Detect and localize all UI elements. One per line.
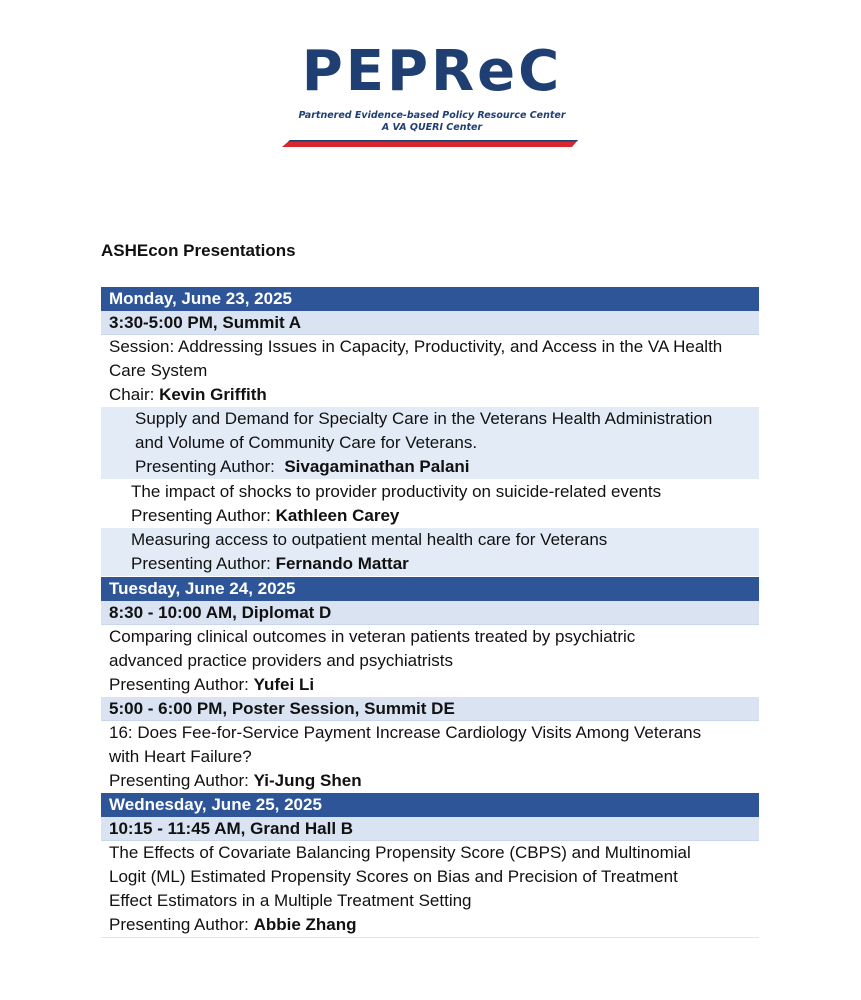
talk-author: [135, 455, 759, 479]
talk-title-line1: The Effects of Covariate Balancing Propensity Score (CBPS) and Multinomial: [109, 843, 691, 862]
author-prefix: Presenting Author:: [109, 915, 254, 934]
talk-item: [101, 841, 759, 938]
time-slot-wednesday-1: 10:15 - 11:45 AM, Grand Hall B: [101, 817, 759, 841]
session-title-line1: Session: Addressing Issues in Capacity, Productivity, and Access in the VA Health: [109, 337, 723, 356]
author-name: Abbie Zhang: [253, 915, 357, 934]
author-name: Sivagaminathan Palani: [284, 457, 470, 476]
time-slot-monday-1: 3:30-5:00 PM, Summit A: [101, 311, 759, 335]
day-header-monday: Monday, June 23, 2025: [101, 287, 759, 311]
author-prefix: Presenting Author:: [135, 457, 285, 476]
presentation-schedule: [101, 287, 759, 938]
talk-title-line3: Effect Estimators in a Multiple Treatment Setting: [109, 891, 472, 910]
session-block: [101, 335, 759, 407]
author-name: Yufei Li: [253, 675, 315, 694]
talk-author: [131, 552, 759, 576]
talk-title-line1: 16: Does Fee-for-Service Payment Increase Cardiology Visits Among Veterans: [109, 723, 702, 742]
time-slot-tuesday-2: 5:00 - 6:00 PM, Poster Session, Summit DE: [101, 697, 759, 721]
chair-prefix: Chair:: [109, 385, 160, 404]
talk-title-line2: and Volume of Community Care for Veterans.: [135, 433, 478, 452]
talk-title-line1: The impact of shocks to provider productivity on suicide-related events: [131, 482, 662, 501]
session-chair: [109, 383, 759, 407]
session-title-line2: Care System: [109, 361, 208, 380]
talk-title-line2: with Heart Failure?: [109, 747, 252, 766]
author-name: Yi-Jung Shen: [253, 771, 362, 790]
author-name: Kathleen Carey: [275, 506, 400, 525]
author-prefix: Presenting Author:: [131, 554, 276, 573]
author-prefix: Presenting Author:: [109, 771, 254, 790]
logo-subtitle: [282, 110, 582, 134]
talk-author: [131, 504, 759, 528]
talk-author: [109, 673, 759, 697]
talk-item: [101, 407, 759, 480]
day-header-tuesday: Tuesday, June 24, 2025: [101, 577, 759, 601]
logo-subtitle-line1: Partnered Evidence-based Policy Resource Center: [298, 110, 566, 121]
talk-item: [101, 721, 759, 793]
logo-wordmark: PEPReC: [301, 39, 563, 104]
talk-item: [101, 625, 759, 697]
author-prefix: Presenting Author:: [131, 506, 276, 525]
time-slot-tuesday-1: 8:30 - 10:00 AM, Diplomat D: [101, 601, 759, 625]
talk-item: [101, 480, 759, 528]
logo-subtitle-line2: A VA QUERI Center: [381, 122, 483, 133]
author-name: Fernando Mattar: [275, 554, 409, 573]
talk-title-line2: advanced practice providers and psychiatrists: [109, 651, 453, 670]
author-prefix: Presenting Author:: [109, 675, 254, 694]
day-header-wednesday: Wednesday, June 25, 2025: [101, 793, 759, 817]
logo-underline: [282, 138, 582, 148]
talk-title-line1: Measuring access to outpatient mental health care for Veterans: [131, 530, 608, 549]
talk-title-line1: Supply and Demand for Specialty Care in the Veterans Health Administration: [135, 409, 713, 428]
talk-author: [109, 913, 759, 937]
talk-item: [101, 528, 759, 577]
chair-name: Kevin Griffith: [159, 385, 267, 404]
document-title: ASHEcon Presentations: [101, 241, 296, 260]
talk-title-line1: Comparing clinical outcomes in veteran patients treated by psychiatric: [109, 627, 636, 646]
talk-title-line2: Logit (ML) Estimated Propensity Scores on Bias and Precision of Treatment: [109, 867, 678, 886]
talk-author: [109, 769, 759, 793]
